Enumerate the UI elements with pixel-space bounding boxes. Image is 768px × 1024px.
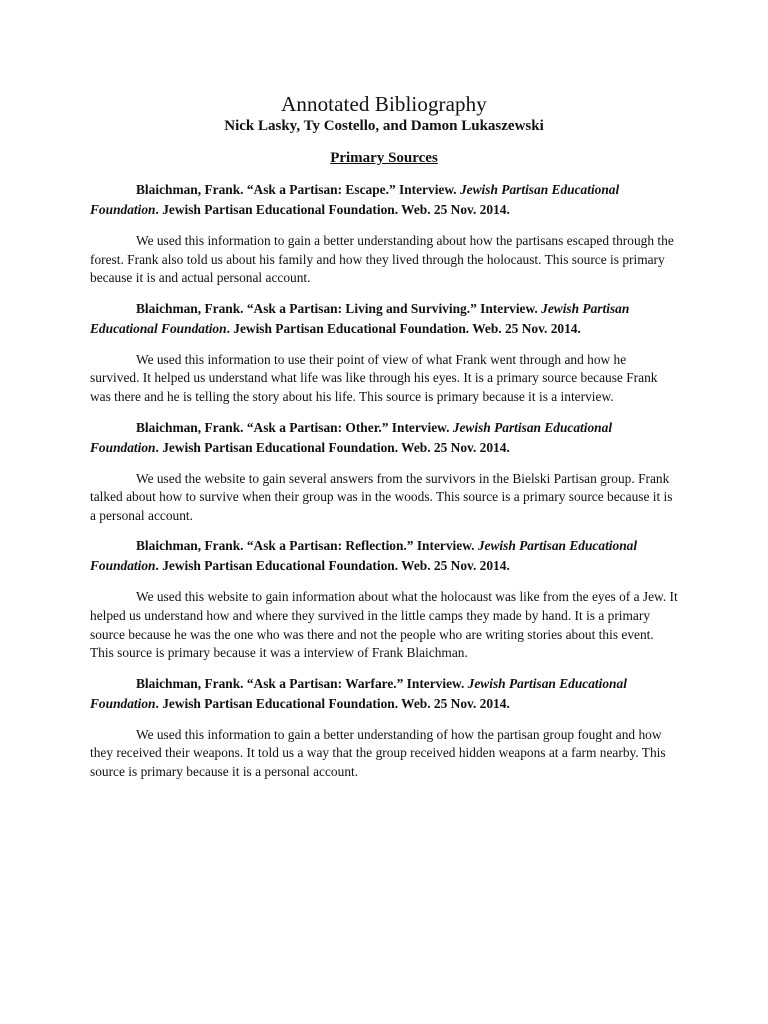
citation-lead: Blaichman, Frank. “Ask a Partisan: Reflection.” Interview. [136, 538, 478, 554]
citation-italic-title: Jewish Partisan Educational Foundation [90, 182, 620, 217]
citation-italic-title: Jewish Partisan Educational Foundation [90, 300, 630, 336]
citation [90, 299, 678, 339]
citation-italic-title: Jewish Partisan Educational Foundation [90, 538, 638, 574]
annotation-paragraph: We used the website to gain several answers from the survivors in the Bielski Partisan group. Frank talked about how to survive when their group was in the woods. This source is a primary source because it is a personal account. [90, 470, 673, 523]
citation-tail: . Jewish Partisan Educational Foundation. Web. 25 Nov. 2014. [155, 202, 510, 217]
citation-italic-title: Jewish Partisan Educational Foundation [90, 675, 627, 711]
annotation-paragraph: We used this information to use their point of view of what Frank went through and how he survived. It helped us understand what life was like through his eyes. It is a primary source because Frank was there and he is telling the story about his life. This source is primary because it is a interview. [90, 351, 658, 404]
bibliography-entry-4 [90, 536, 678, 662]
annotation-paragraph: We used this information to gain a better understanding about how the partisans escaped through the forest. Frank also told us about his family and how they lived through the holocaust. This source is primary because it is and actual personal account. [90, 233, 674, 286]
citation-lead: Blaichman, Frank. “Ask a Partisan: Living and Surviving.” Interview. [136, 300, 542, 316]
bibliography-entry-2 [90, 299, 678, 407]
citation [90, 674, 678, 714]
annotation-paragraph: We used this website to gain information about what the holocaust was like from the eyes of a Jew. It helped us understand how and where they survived in the little camps they made by hand. It is a primary source because he was the one who was there and not the people who are writing stories about this event. This source is primary because it was a interview of Frank Blaichman. [90, 589, 678, 661]
bibliography-entry-1 [90, 180, 678, 288]
document-page [90, 92, 678, 793]
citation-tail: . Jewish Partisan Educational Foundation. Web. 25 Nov. 2014. [155, 558, 510, 574]
citation-tail: . Jewish Partisan Educational Foundation. Web. 25 Nov. 2014. [155, 439, 510, 455]
bibliography-entry-5 [90, 674, 678, 782]
citation-lead: Blaichman, Frank. “Ask a Partisan: Other.” Interview. [136, 419, 453, 435]
citation-tail: . Jewish Partisan Educational Foundation. Web. 25 Nov. 2014. [226, 320, 581, 336]
citation [90, 536, 678, 576]
citation [90, 180, 678, 220]
citation-tail: . Jewish Partisan Educational Foundation. Web. 25 Nov. 2014. [155, 695, 510, 711]
annotation-paragraph: We used this information to gain a better understanding of how the partisan group fought and how they received their weapons. It told us a way that the group received hidden weapons at a farm nearby. This source is primary because it is a personal account. [90, 726, 666, 779]
bibliography-entry-3 [90, 418, 678, 526]
citation-lead: Blaichman, Frank. “Ask a Partisan: Escape.” Interview. [136, 182, 460, 197]
citation [90, 418, 678, 458]
authors-line: Nick Lasky, Ty Costello, and Damon Lukaszewski [224, 118, 544, 134]
section-heading-primary-sources: Primary Sources [330, 150, 438, 166]
citation-lead: Blaichman, Frank. “Ask a Partisan: Warfare.” Interview. [136, 675, 468, 691]
document-title: Annotated Bibliography [281, 92, 487, 116]
citation-italic-title: Jewish Partisan Educational Foundation [90, 419, 613, 455]
